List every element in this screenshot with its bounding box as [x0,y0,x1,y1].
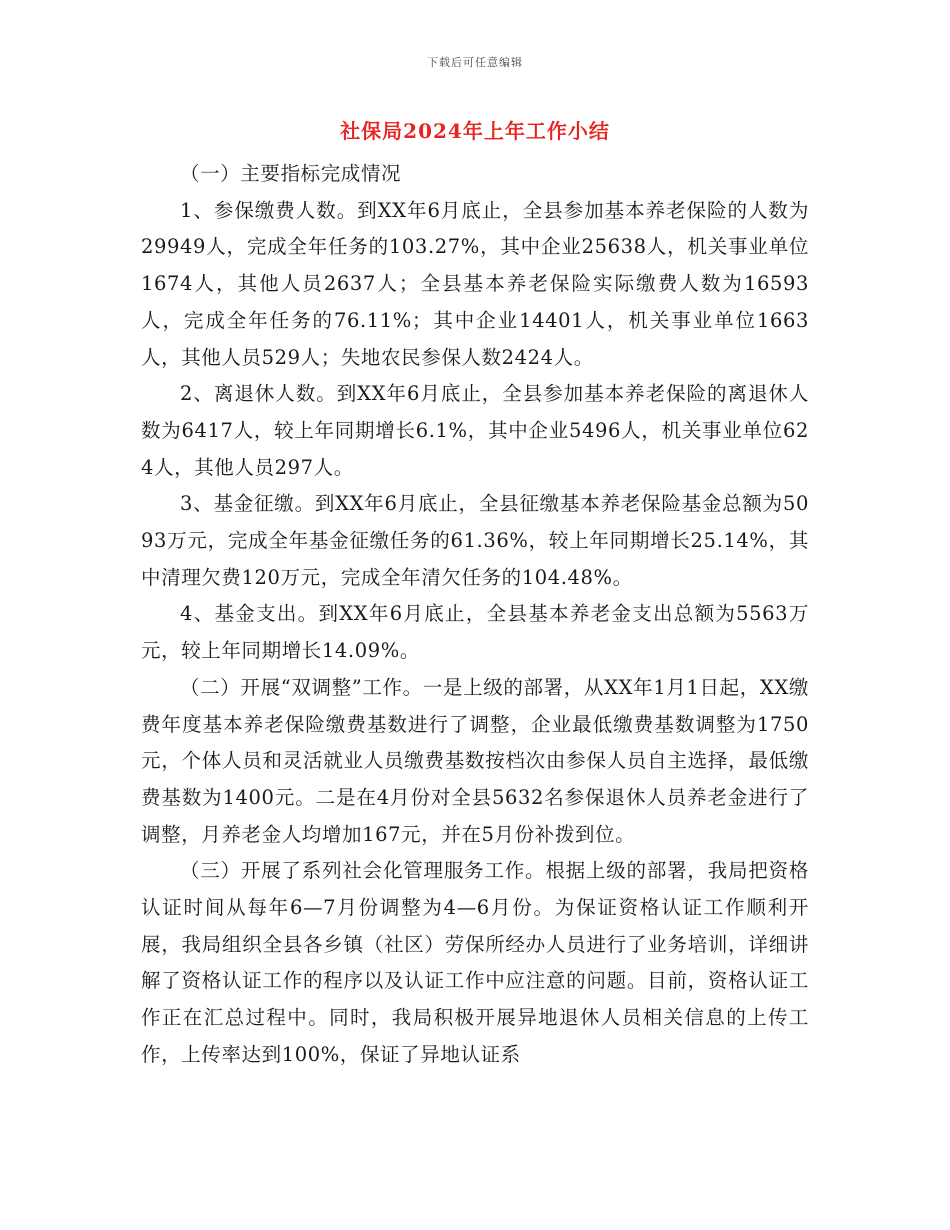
paragraph-double-adjustment: （二）开展“双调整”工作。一是上级的部署，从XX年1月1日起，XX缴费年度基本养老保险缴费基数进行了调整，企业最低缴费基数调整为1750元，个体人员和灵活就业人员缴费基数按档次由参保人员自主选择，最低缴费基数为1400元。二是在4月份对全县5632名参保退休人员养老金进行了调整，月养老金人均增加167元，并在5月份补拨到位。 [141,675,809,846]
paragraph-retirees: 2、离退休人数。到XX年6月底止，全县参加基本养老保险的离退休人数为6417人，较上年同期增长6.1%，其中企业5496人，机关事业单位624人，其他人员297人。 [141,382,809,479]
document-body [141,156,809,1074]
paragraph-fund-collection: 3、基金征缴。到XX年6月底止，全县征缴基本养老保险基金总额为5093万元，完成全年基金征缴任务的61.36%，较上年同期增长25.14%，其中清理欠费120万元，完成全年清欠任务的104.48%。 [141,492,809,589]
document-title: 社保局2024年上年工作小结 [340,119,610,143]
page-header-note: 下载后可任意编辑 [427,56,523,69]
section-heading-indicators: （一）主要指标完成情况 [180,162,402,185]
paragraph-fund-expenditure: 4、基金支出。到XX年6月底止，全县基本养老金支出总额为5563万元，较上年同期增长14.09%。 [141,602,809,663]
paragraph-insured-contributors: 1、参保缴费人数。到XX年6月底止，全县参加基本养老保险的人数为29949人，完成全年任务的103.27%，其中企业25638人，机关事业单位1674人，其他人员2637人；全县基本养老保险实际缴费人数为16593人，完成全年任务的76.11%；其中企业14401人，机关事业单位1663人，其他人员529人；失地农民参保人数2424人。 [141,198,809,369]
paragraph-social-management: （三）开展了系列社会化管理服务工作。根据上级的部署，我局把资格认证时间从每年6—7月份调整为4—6月份。为保证资格认证工作顺利开展，我局组织全县各乡镇（社区）劳保所经办人员进行了业务培训，详细讲解了资格认证工作的程序以及认证工作中应注意的问题。目前，资格认证工作正在汇总过程中。同时，我局积极开展异地退休人员相关信息的上传工作，上传率达到100%，保证了异地认证系 [141,859,809,1066]
